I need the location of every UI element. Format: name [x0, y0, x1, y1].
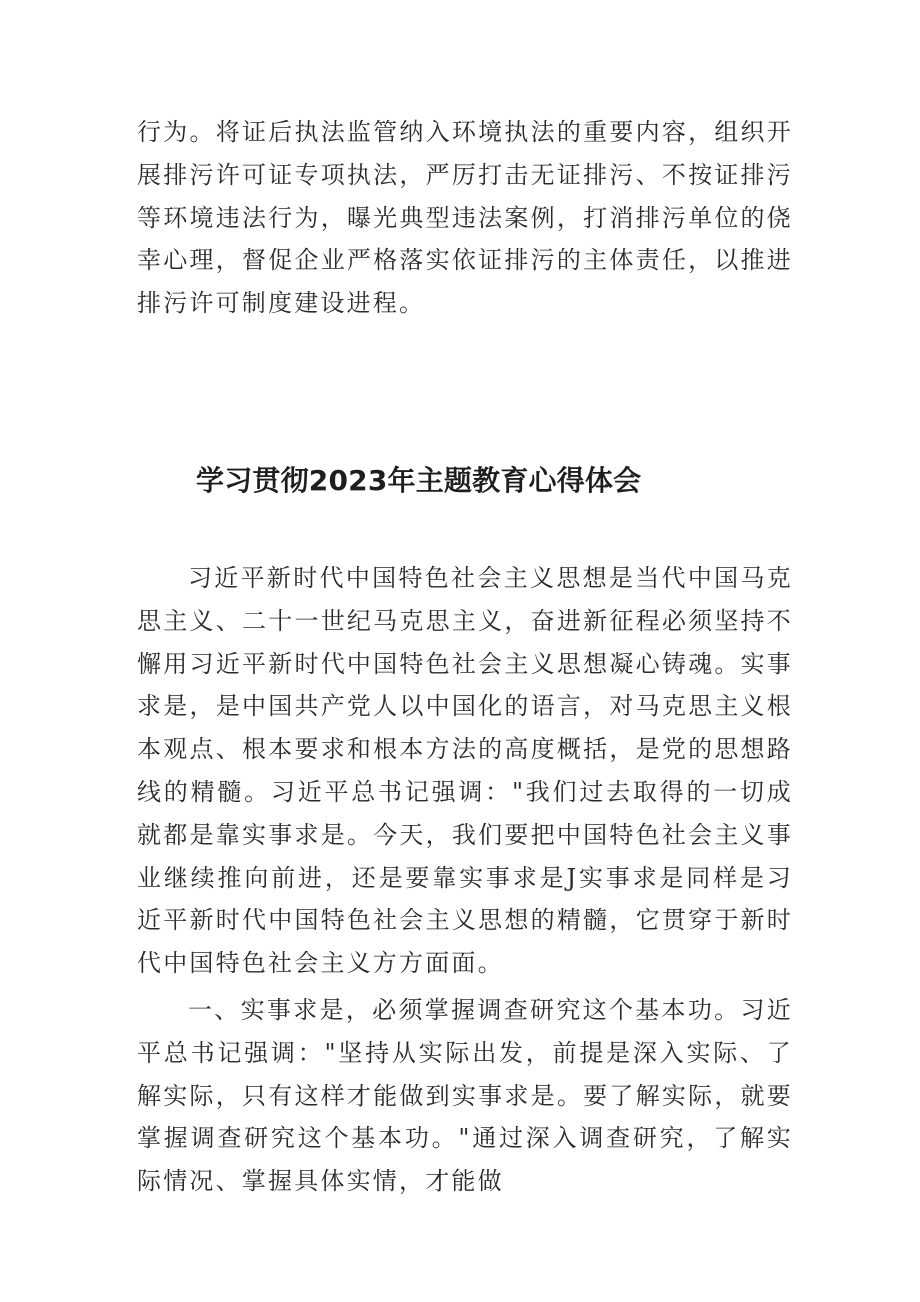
- body-paragraph-2: 一、实事求是，必须掌握调查研究这个基本功。习近平总书记强调："坚持从实际出发，前提是深入实际、了解实际，只有这样才能做到实事求是。要了解实际，就要掌握调查研究这个基本功。"通过深入调查研究，了解实际情况、掌握具体实情，才能做: [137, 996, 793, 1196]
- document-title: 学习贯彻2023年主题教育心得体会: [196, 464, 642, 497]
- continued-paragraph: 行为。将证后执法监管纳入环境执法的重要内容，组织开展排污许可证专项执法，严厉打击无证排污、不按证排污等环境违法行为，曝光典型违法案例，打消排污单位的侥幸心理，督促企业严格落实依证排污的主体责任，以推进排污许可制度建设进程。: [137, 118, 793, 318]
- body-paragraph-1: 习近平新时代中国特色社会主义思想是当代中国马克思主义、二十一世纪马克思主义，奋进新征程必须坚持不懈用习近平新时代中国特色社会主义思想凝心铸魂。实事求是，是中国共产党人以中国化的语言，对马克思主义根本观点、根本要求和根本方法的高度概括，是党的思想路线的精髓。习近平总书记强调："我们过去取得的一切成就都是靠实事求是。今天，我们要把中国特色社会主义事业继续推向前进，还是要靠实事求是J实事求是同样是习近平新时代中国特色社会主义思想的精髓，它贯穿于新时代中国特色社会主义方方面面。: [137, 564, 793, 978]
